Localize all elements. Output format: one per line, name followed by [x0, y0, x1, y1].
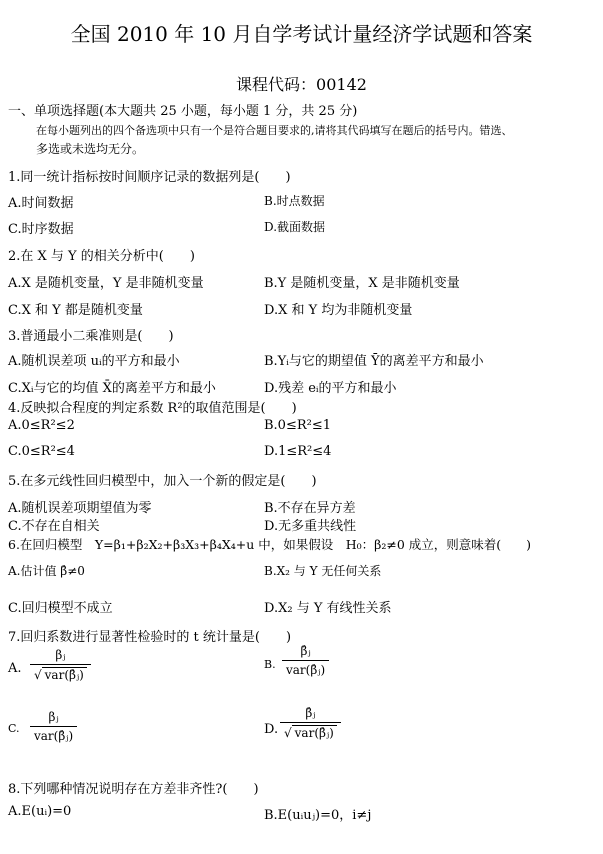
section-heading: 一、单项选择题(本大题共 25 小题，每小题 1 分，共 25 分)	[8, 104, 358, 119]
course-code: 课程代码：00142	[236, 75, 367, 94]
fraction-denominator: var(β̂ⱼ)	[286, 663, 326, 677]
fraction-denominator: var(β̂ⱼ)	[34, 729, 74, 743]
question-5-option-c: C.不存在自相关	[8, 519, 100, 534]
question-6-option-a: A.估计值 β̂≠0	[8, 564, 85, 578]
question-2-option-b: B.Y 是随机变量，X 是非随机变量	[264, 276, 460, 291]
question-7-option-d-label: D.	[264, 722, 279, 737]
fraction-numerator: βⱼ	[48, 710, 59, 724]
fraction-denominator: √ var(β̂ⱼ)	[280, 725, 341, 740]
question-1-option-a: A.时间数据	[8, 196, 74, 211]
question-2-option-a: A.X 是随机变量，Y 是非随机变量	[8, 276, 204, 291]
question-4-option-d: D.1≤R²≤4	[264, 444, 332, 459]
question-7-option-b-fraction	[282, 644, 329, 677]
question-7-option-b-label: B.	[264, 658, 276, 671]
question-4-option-a: A.0≤R²≤2	[8, 418, 75, 433]
question-1-option-b: B.时点数据	[264, 194, 325, 208]
fraction-bar	[30, 664, 91, 665]
question-2-stem: 2.在 X 与 Y 的相关分析中( )	[8, 249, 195, 264]
page-title: 全国 2010 年 10 月自学考试计量经济学试题和答案	[70, 22, 533, 46]
question-1-option-c: C.时序数据	[8, 222, 74, 237]
question-7-option-d-fraction	[280, 706, 341, 740]
question-8-option-b: B.E(uᵢuⱼ)=0，i≠j	[264, 808, 372, 823]
question-5-option-b: B.不存在异方差	[264, 501, 356, 516]
question-8-option-a: A.E(uᵢ)=0	[8, 804, 72, 819]
question-3-option-c: C.Xᵢ与它的均值 X̄的离差平方和最小	[8, 381, 216, 396]
question-4-option-b: B.0≤R²≤1	[264, 418, 332, 433]
section-instruction-2: 多选或未选均无分。	[36, 142, 145, 156]
question-5-stem: 5.在多元线性回归模型中，加入一个新的假定是( )	[8, 474, 317, 489]
fraction-numerator: β̂ⱼ	[300, 644, 311, 658]
question-7-option-a-fraction	[30, 648, 91, 682]
question-4-option-c: C.0≤R²≤4	[8, 444, 75, 459]
question-1-stem: 1.同一统计指标按时间顺序记录的数据列是( )	[8, 170, 291, 185]
fraction-bar	[282, 660, 329, 661]
sqrt-radicand: var(β̂ⱼ)	[292, 725, 337, 740]
question-6-stem: 6.在回归模型 Y=β₁+β₂X₂+β₃X₃+β₄X₄+u 中，如果假设 H₀：β₂≠0 成立，则意味着( )	[8, 537, 532, 552]
question-3-option-a: A.随机误差项 uᵢ的平方和最小	[8, 354, 180, 369]
question-3-option-b: B.Yᵢ与它的期望值 Ȳ的离差平方和最小	[264, 354, 484, 369]
sqrt-radicand: var(β̂ⱼ)	[42, 667, 87, 682]
question-7-option-c-label: C.	[8, 722, 20, 735]
question-3-stem: 3.普通最小二乘准则是( )	[8, 329, 174, 344]
question-7-stem: 7.回归系数进行显著性检验时的 t 统计量是( )	[8, 630, 292, 645]
question-7-option-a-label: A.	[8, 661, 22, 676]
question-2-option-c: C.X 和 Y 都是随机变量	[8, 303, 143, 318]
question-8-stem: 8.下列哪种情况说明存在方差非齐性?( )	[8, 782, 259, 797]
question-3-option-d: D.残差 eᵢ的平方和最小	[264, 381, 397, 396]
question-6-option-c: C.回归模型不成立	[8, 601, 113, 616]
question-5-option-d: D.无多重共线性	[264, 519, 357, 534]
question-7-option-c-fraction	[30, 710, 77, 743]
fraction-bar	[280, 722, 341, 723]
question-4-stem: 4.反映拟合程度的判定系数 R²的取值范围是( )	[8, 401, 297, 416]
question-1-option-d: D.截面数据	[264, 220, 326, 234]
fraction-denominator: √ var(β̂ⱼ)	[30, 667, 91, 682]
section-instruction-1: 在每小题列出的四个备选项中只有一个是符合题目要求的,请将其代码填写在题后的括号内。错选、	[36, 124, 513, 137]
question-6-option-b: B.X₂ 与 Y 无任何关系	[264, 564, 382, 578]
question-6-option-d: D.X₂ 与 Y 有线性关系	[264, 601, 392, 616]
fraction-numerator: β̂ⱼ	[305, 706, 316, 720]
question-2-option-d: D.X 和 Y 均为非随机变量	[264, 303, 413, 318]
fraction-numerator: βⱼ	[55, 648, 66, 662]
question-5-option-a: A.随机误差项期望值为零	[8, 501, 152, 516]
fraction-bar	[30, 726, 77, 727]
